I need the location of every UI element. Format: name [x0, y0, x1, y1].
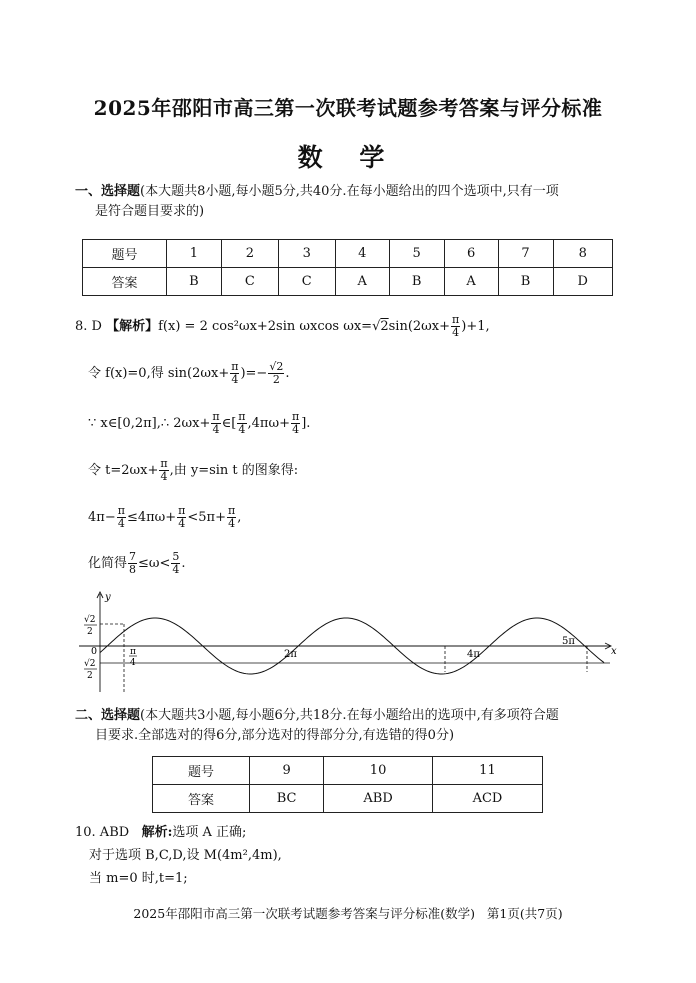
origin-label: 0 [91, 646, 98, 657]
solution10-line2: 对于选项 B,C,D,设 M(4m²,4m), [89, 848, 282, 863]
table-cell: 10 [324, 757, 433, 785]
solution8-line5 [88, 505, 241, 530]
solution8-line4 [88, 458, 298, 483]
sqrt-symbol: √ [372, 319, 381, 334]
table-cell: 8 [553, 240, 612, 268]
eq-text: 化简得 [88, 556, 128, 571]
table-row-questions [153, 757, 543, 785]
fraction-pi-over-4: $\frac{\pi}{4}$ [228, 504, 236, 530]
eq-text: 令 t=2ωx+ [88, 463, 159, 478]
tick-pi-den: 4 [130, 658, 136, 668]
page-footer [0, 904, 696, 922]
table-cell: 6 [444, 240, 498, 268]
sine-graph [75, 588, 620, 696]
eq-text: 4π− [88, 510, 116, 525]
solution10 [75, 821, 635, 890]
fraction-pi-over-4: $\frac{\pi}{4}$ [452, 313, 460, 339]
section1-description [75, 182, 635, 222]
row-label-a: 答案 [83, 268, 167, 296]
table-cell: 4 [335, 240, 389, 268]
solution8-line6 [88, 551, 186, 576]
eq-text: <5π+ [187, 510, 226, 525]
solution10-tag: 解析: [141, 825, 173, 840]
solution8-eq1-sin: sin(2ωx+ [388, 319, 451, 334]
solution8-line3 [88, 411, 310, 436]
section2-description [75, 706, 635, 746]
table-cell: BC [250, 785, 324, 813]
row-label-q: 题号 [83, 240, 167, 268]
fraction-pi-over-4: $\frac{\pi}{4}$ [238, 410, 246, 436]
subject-title: 数 学 [297, 143, 399, 172]
footer-title: 2025年邵阳市高三第一次联考试题参考答案与评分标准(数学) [133, 906, 475, 921]
row-label-q: 题号 [153, 757, 250, 785]
section2-answer-table [152, 756, 543, 813]
label-2pi: 2π [284, 649, 297, 660]
table-cell: 11 [432, 757, 542, 785]
table-row-questions [83, 240, 613, 268]
solution8-eq1-lhs: f(x) = 2 cos²ωx+2sin ωxcos ωx= [158, 319, 373, 334]
table-cell: 5 [389, 240, 444, 268]
solution8-line2 [88, 361, 289, 386]
section1-heading: 一、选择题 [75, 184, 141, 199]
eq-text: ,4πω+ [247, 416, 290, 431]
eq-text: ,由 y=sin t 的图象得: [169, 463, 299, 478]
table-cell: B [167, 268, 222, 296]
fraction-7-over-8: $\frac{7}{8}$ [129, 550, 137, 576]
table-cell: 2 [221, 240, 278, 268]
table-cell: C [221, 268, 278, 296]
footer-page-number: 第1页(共7页) [486, 906, 563, 921]
solution8-label: 8. D [75, 319, 102, 334]
fraction-5-over-4: $\frac{5}{4}$ [172, 550, 180, 576]
fraction-sqrt2-over-2: $\frac{√2}{2}$ [269, 360, 284, 386]
label-5pi: 5π [562, 636, 575, 647]
eq-text: ≤ω< [138, 556, 171, 571]
fraction-pi-over-4: $\frac{\pi}{4}$ [212, 410, 220, 436]
eq-text: )=− [240, 366, 268, 381]
page-title: 2025年邵阳市高三第一次联考试题参考答案与评分标准 [93, 96, 603, 120]
table-cell: ACD [432, 785, 542, 813]
eq-text: ∵ x∈[0,2π],∴ 2ωx+ [88, 416, 211, 431]
eq-text: ≤4πω+ [126, 510, 177, 525]
eq-text: , [237, 510, 242, 525]
fraction-pi-over-4: $\frac{\pi}{4}$ [160, 457, 168, 483]
sqrt-radicand: 2 [380, 319, 389, 334]
table-cell: C [278, 268, 335, 296]
solution10-line1: 选项 A 正确; [172, 825, 247, 840]
section1-answer-table [82, 239, 613, 296]
solution8-eq1-end: )+1, [461, 319, 490, 334]
fraction-pi-over-4: $\frac{\pi}{4}$ [291, 410, 300, 436]
section1-desc-line1: (本大题共8小题,每小题5分,共40分.在每小题给出的四个选项中,只有一项 [140, 184, 559, 199]
eq-text: ]. [301, 416, 311, 431]
table-cell: D [553, 268, 612, 296]
eq-text: . [181, 556, 186, 571]
solution10-label: 10. ABD [75, 825, 130, 840]
solution8-line1 [75, 314, 490, 339]
table-row-answers [83, 268, 613, 296]
table-cell: ABD [324, 785, 433, 813]
fraction-pi-over-4: $\frac{\pi}{4}$ [178, 504, 186, 530]
tick-neg-sqrt2-den: 2 [87, 671, 93, 681]
section1-desc-line2: 是符合题目要求的) [95, 204, 205, 219]
tick-sqrt2-num: √2 [84, 615, 96, 625]
table-cell: B [498, 268, 553, 296]
table-row-answers [153, 785, 543, 813]
section2-heading: 二、选择题 [75, 708, 141, 723]
label-4pi: 4π [467, 649, 480, 660]
eq-text: ∈[ [221, 416, 237, 431]
row-label-a: 答案 [153, 785, 250, 813]
tick-sqrt2-den: 2 [87, 627, 93, 637]
table-cell: 7 [498, 240, 553, 268]
section2-desc-line1: (本大题共3小题,每小题6分,共18分.在每小题给出的选项中,有多项符合题 [140, 708, 559, 723]
eq-text: . [285, 366, 290, 381]
table-cell: 9 [250, 757, 324, 785]
eq-text: 令 f(x)=0,得 sin(2ωx+ [88, 366, 230, 381]
y-axis-label: y [105, 592, 111, 603]
table-cell: 3 [278, 240, 335, 268]
table-cell: A [444, 268, 498, 296]
table-cell: B [389, 268, 444, 296]
table-cell: A [335, 268, 389, 296]
fraction-pi-over-4: $\frac{\pi}{4}$ [231, 360, 239, 386]
tick-neg-sqrt2-num: √2 [84, 659, 96, 669]
fraction-pi-over-4: $\frac{\pi}{4}$ [117, 504, 125, 530]
solution10-line3: 当 m=0 时,t=1; [89, 871, 188, 886]
tick-pi-num: π [130, 647, 136, 657]
x-axis-label: x [611, 646, 617, 657]
section2-desc-line2: 目要求.全部选对的得6分,部分选对的得部分分,有选错的得0分) [95, 728, 455, 743]
solution8-tag: 【解析】 [106, 319, 159, 334]
table-cell: 1 [167, 240, 222, 268]
